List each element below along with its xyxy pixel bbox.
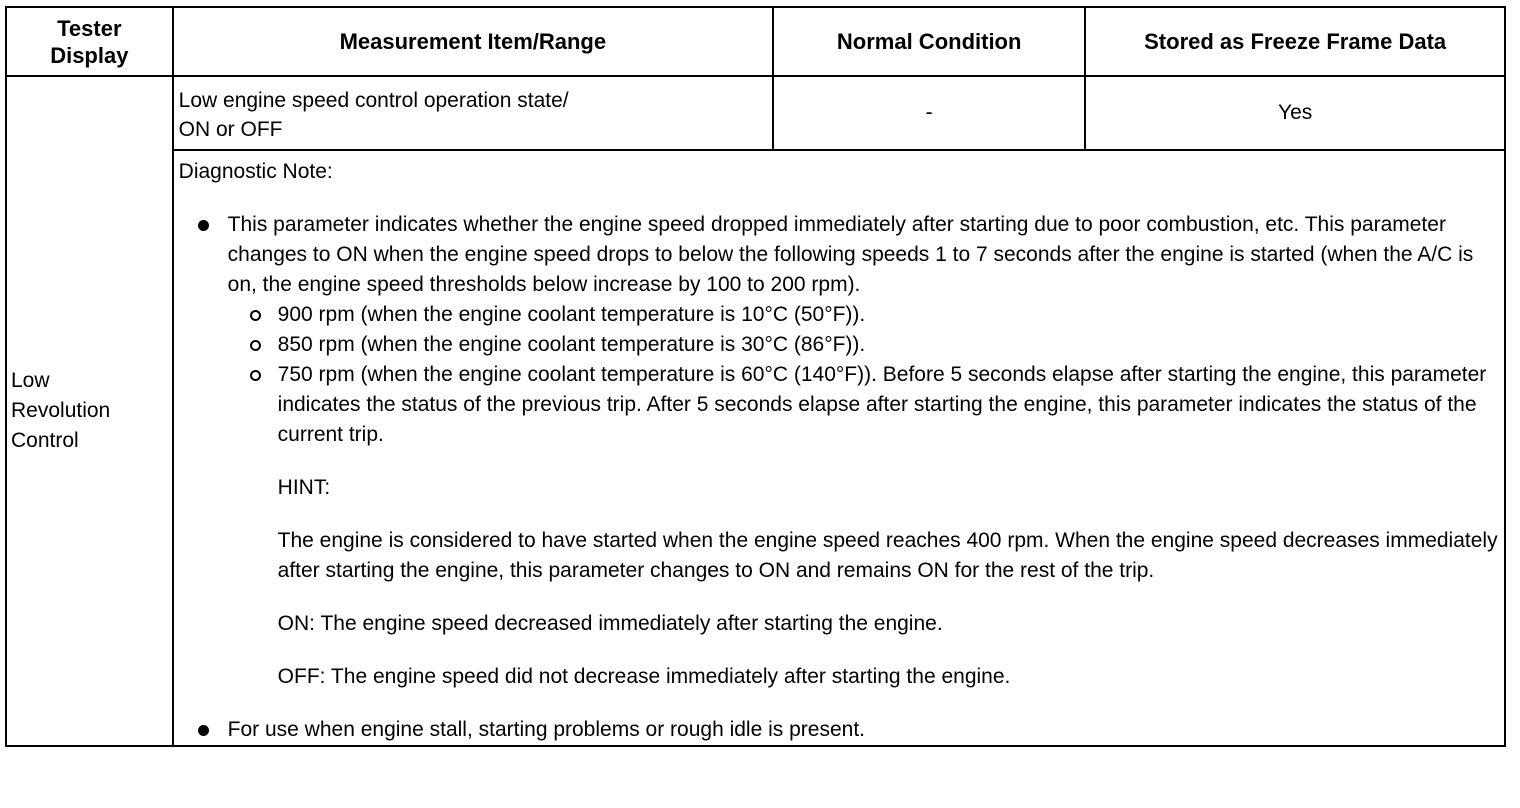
on-description: ON: The engine speed decreased immediately after starting the engine. [277,612,943,635]
tester-display-value: Low Revolution Control [11,369,111,452]
rpm-threshold-item [228,330,1498,360]
rpm-threshold-list [228,300,1498,450]
measurement-line-1: Low engine speed control operation state/ [178,89,569,112]
data-list-table [5,6,1506,747]
off-description: OFF: The engine speed did not decrease immediately after starting the engine. [277,665,1011,688]
data-row [6,76,1505,150]
tester-display-cell [6,76,173,746]
hint-block [228,473,1498,692]
note-bullet-2-text: For use when engine stall, starting problems or rough idle is present. [227,718,865,741]
diagnostic-note-cell [173,150,1505,746]
header-normal-condition: Normal Condition [773,7,1085,76]
freeze-frame-cell [1085,76,1505,150]
measurement-cell [173,76,773,150]
note-bullet-2 [179,715,1498,745]
normal-condition-value: - [925,101,933,124]
diagnostic-note-title: Diagnostic Note: [178,160,333,183]
filled-bullet-icon [198,220,209,231]
rpm-threshold-item [228,360,1498,450]
rpm-threshold-text: 850 rpm (when the engine coolant temperature is 30°C (86°F)). [277,333,866,356]
data-list-table-wrapper [5,6,1506,747]
rpm-threshold-text: 750 rpm (when the engine coolant temperature is 60°C (140°F)). Before 5 seconds elapse after starting the engine, this parameter indicates the status of the previous trip. After 5 seconds elapse after starting the engine, this parameter indicates the status of the current trip. [277,363,1487,446]
rpm-threshold-item [228,300,1498,330]
rpm-threshold-text: 900 rpm (when the engine coolant temperature is 10°C (50°F)). [277,303,866,326]
note-bullet-list [179,210,1498,745]
header-freeze-frame: Stored as Freeze Frame Data [1085,7,1505,76]
hollow-bullet-icon [250,310,261,321]
header-tester-display: Tester Display [6,7,173,76]
header-row [6,7,1505,76]
measurement-line-2: ON or OFF [178,118,283,141]
filled-bullet-icon [198,725,209,736]
hollow-bullet-icon [250,370,261,381]
header-measurement-item: Measurement Item/Range [173,7,773,76]
note-bullet-1 [179,210,1498,692]
hint-text: The engine is considered to have started when the engine speed reaches 400 rpm. When the engine speed decreases immediately after starting the engine, this parameter changes to ON and remains ON for the rest of the trip. [277,529,1498,582]
normal-condition-cell [773,76,1085,150]
hollow-bullet-icon [250,340,261,351]
note-row [6,150,1505,746]
note-bullet-1-text: This parameter indicates whether the engine speed dropped immediately after starting due to poor combustion, etc. This parameter changes to ON when the engine speed drops to below the following speeds 1 to 7 seconds after the engine is started (when the A/C is on, the engine speed thresholds below increase by 100 to 200 rpm). [227,213,1474,296]
freeze-frame-value: Yes [1278,101,1313,124]
hint-label: HINT: [277,476,331,499]
